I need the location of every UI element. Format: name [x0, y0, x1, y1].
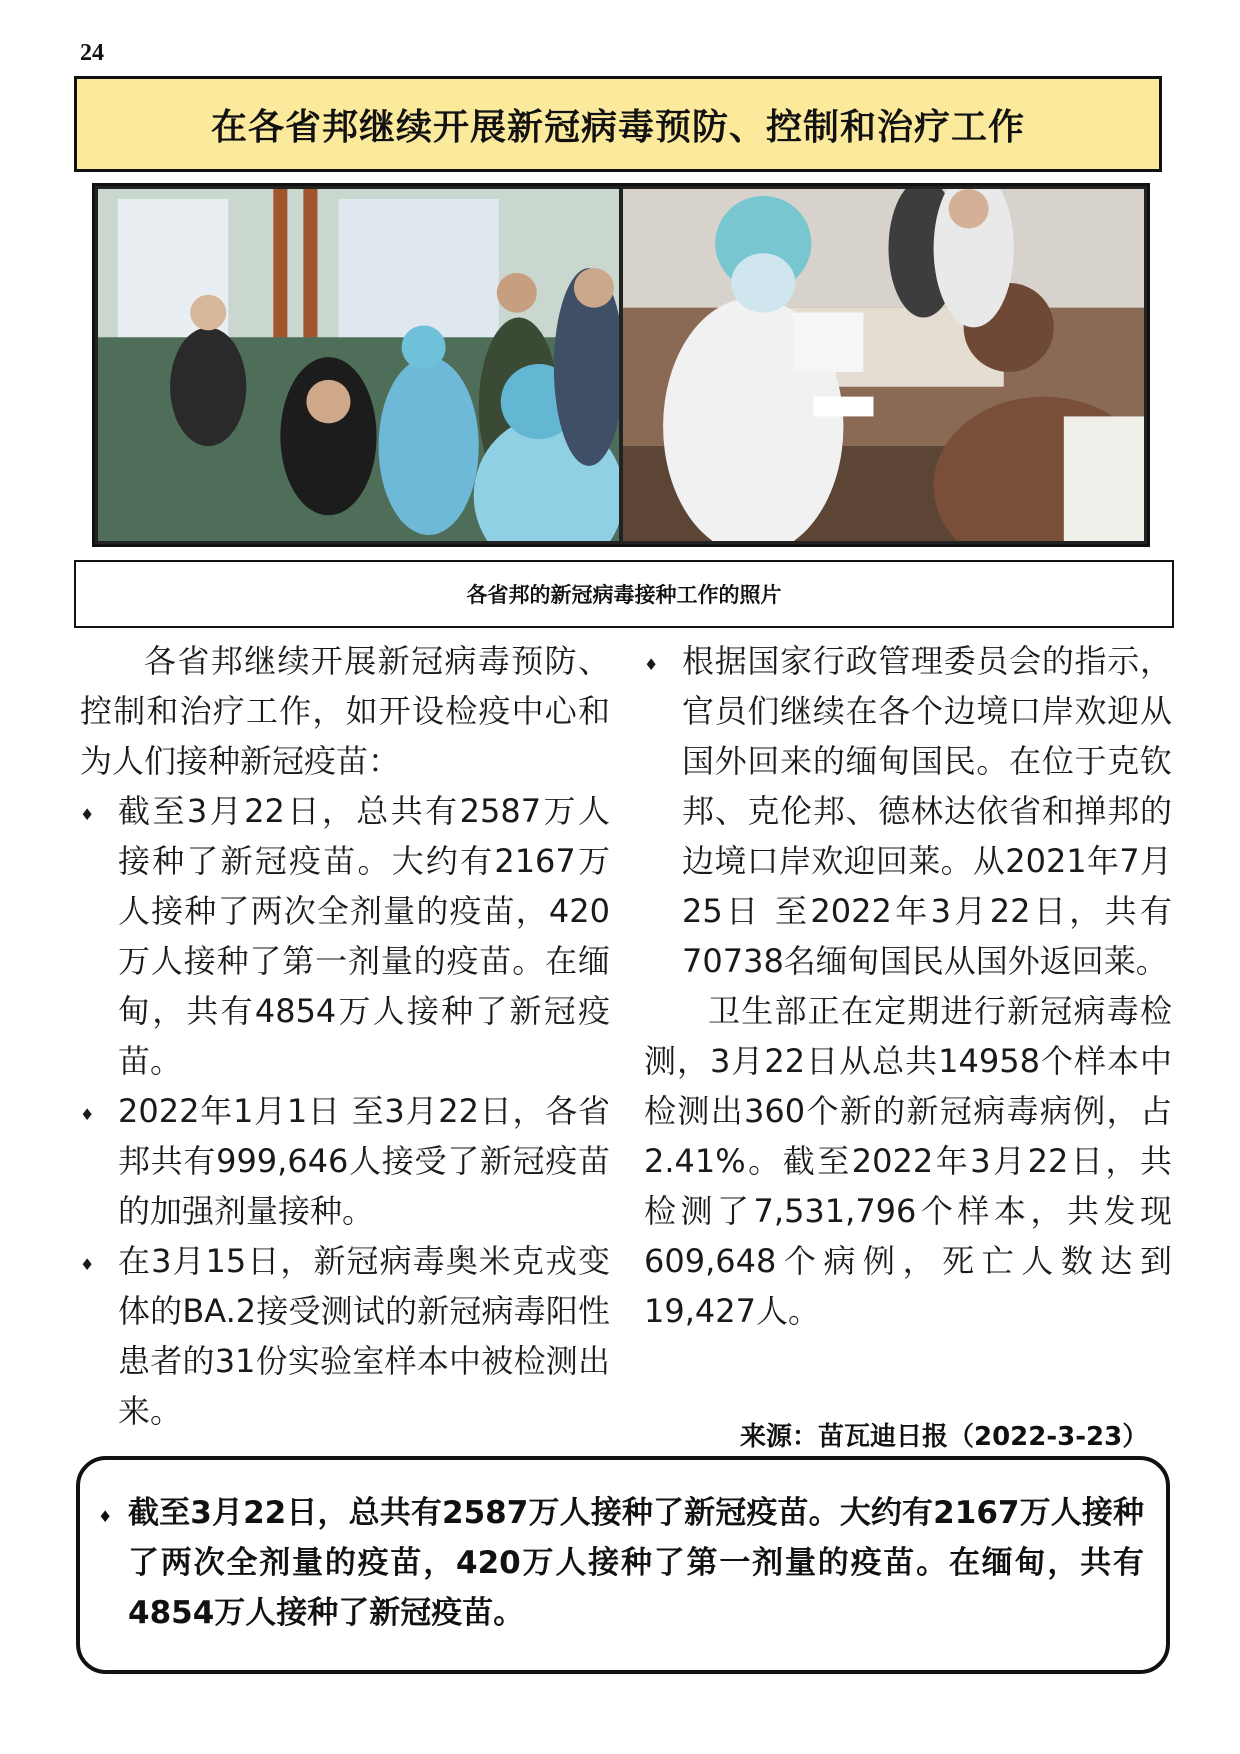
vaccination-photo-right — [623, 189, 1144, 541]
left-column — [80, 636, 610, 1436]
diamond-bullet-icon: ♦ — [80, 805, 95, 824]
diamond-bullet-icon: ♦ — [98, 1507, 113, 1526]
testing-paragraph: 卫生部正在定期进行新冠病毒检测，3月22日从总共14958个样本中检测出360个新的新冠病毒病例，占2.41%。截至2022年3月22日，共检测了7,531,796个样本，共发现609,648个病例，死亡人数达到19,427人。 — [644, 992, 1172, 1330]
page-number: 24 — [80, 40, 104, 66]
summary-text: 截至3月22日，总共有2587万人接种了新冠疫苗。大约有2167万人接种了两次全剂量的疫苗，420万人接种了第一剂量的疫苗。在缅甸，共有4854万人接种了新冠疫苗。 — [128, 1495, 1144, 1631]
bullet-text: 2022年1月1日 至3月22日，各省邦共有999,646人接受了新冠疫苗的加强剂量接种。 — [118, 1092, 610, 1230]
vaccination-photo-left — [98, 189, 619, 541]
photo-strip — [92, 183, 1150, 547]
bullet-text: 在3月15日，新冠病毒奥米克戎变体的BA.2接受测试的新冠病毒阳性患者的31份实验室样本中被检测出来。 — [118, 1242, 610, 1430]
source-citation: 来源：苗瓦迪日报（2022-3-23） — [740, 1422, 1149, 1452]
diamond-bullet-icon: ♦ — [644, 655, 659, 674]
vaccination-photo-icon — [623, 189, 1144, 541]
diamond-bullet-icon: ♦ — [80, 1255, 95, 1274]
intro-paragraph: 各省邦继续开展新冠病毒预防、控制和治疗工作，如开设检疫中心和为人们接种新冠疫苗： — [80, 642, 610, 780]
title-banner — [74, 76, 1162, 172]
list-item — [80, 786, 610, 1086]
bullet-text: 截至3月22日，总共有2587万人接种了新冠疫苗。大约有2167万人接种了两次全剂量的疫苗，420万人接种了第一剂量的疫苗。在缅甸，共有4854万人接种了新冠疫苗。 — [118, 792, 610, 1080]
page-title: 在各省邦继续开展新冠病毒预防、控制和治疗工作 — [210, 106, 1025, 148]
summary-box — [76, 1456, 1170, 1674]
diamond-bullet-icon: ♦ — [80, 1105, 95, 1124]
photo-caption-box — [74, 560, 1174, 628]
photo-caption: 各省邦的新冠病毒接种工作的照片 — [466, 583, 782, 607]
bullet-text: 根据国家行政管理委员会的指示，官员们继续在各个边境口岸欢迎从国外回来的缅甸国民。在位于克钦邦、克伦邦、德林达依省和掸邦的边境口岸欢迎回莱。从2021年7月25日 至2022年3月22日，共有70738名缅甸国民从国外返回莱。 — [682, 642, 1172, 980]
right-column — [644, 636, 1172, 1336]
list-item — [644, 636, 1172, 986]
vaccination-photo-icon — [98, 189, 619, 541]
list-item — [80, 1086, 610, 1236]
list-item — [80, 1236, 610, 1436]
